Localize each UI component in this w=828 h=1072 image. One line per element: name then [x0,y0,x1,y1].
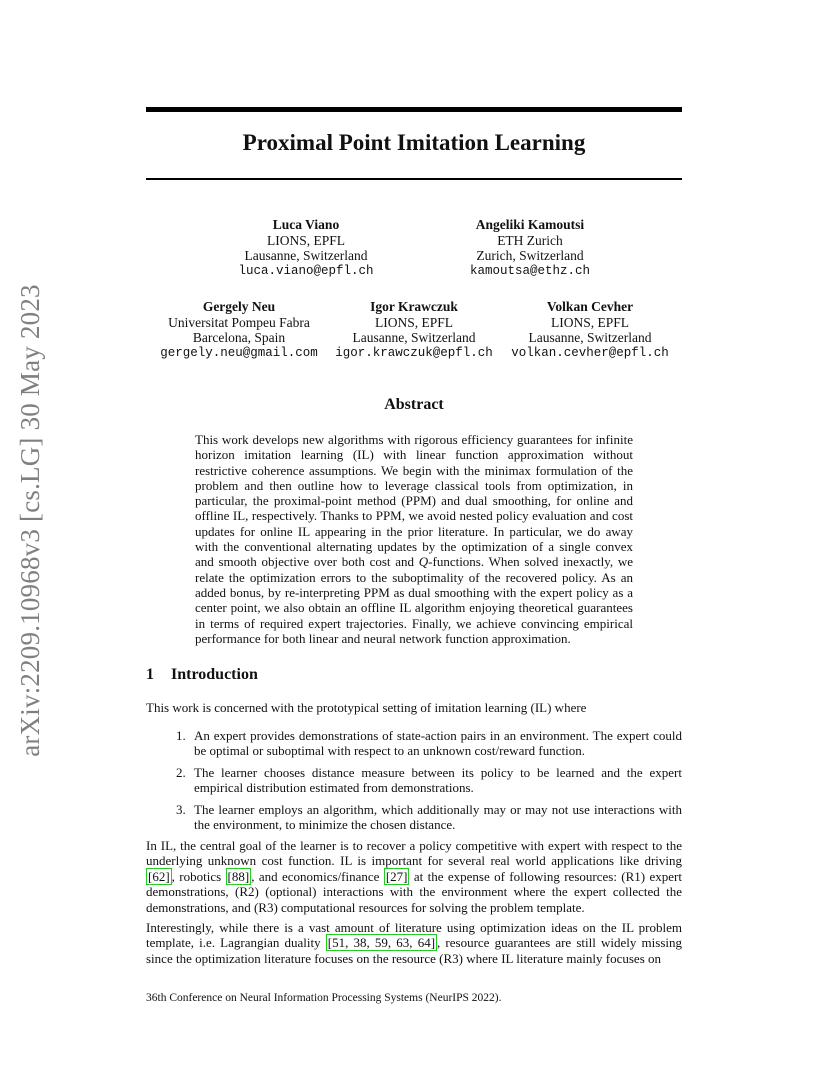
citation-link[interactable]: [51, 38, 59, 63, 64] [327,935,436,951]
author-name: Gergely Neu [202,299,276,314]
paragraph-text: at the expense of following resources: (R1) expert demonstrations, (R2) (optional) interactions with the environment where the expert collected the demonstrations, and (R3) computational resources for solving the problem template. [146,868,682,915]
author-location: Lausanne, Switzerland [244,248,368,263]
author-location: Zurich, Switzerland [476,248,584,263]
body-paragraph [146,920,682,966]
author-block [430,217,630,279]
paragraph-text: , and economics/finance [251,868,384,884]
author-name: Igor Krawczuk [370,299,458,314]
author-email[interactable]: igor.krawczuk@epfl.ch [335,345,493,360]
author-name: Volkan Cevher [546,299,634,314]
section-number: 1 [146,666,154,683]
arxiv-stamp [10,280,50,760]
list-item-text: The learner employs an algorithm, which additionally may or may not use interactions with the environment, to minimize the chosen distance. [194,801,682,833]
citation-link[interactable]: [62] [148,868,170,884]
author-affiliation: ETH Zurich [497,232,563,248]
paper-title: Proximal Point Imitation Learning [242,130,586,155]
paragraph-text: , resource guarantees are still widely missing since the optimization literature focuses on the resource (R3) where IL literature mainly focuses on [146,935,682,966]
citation-link[interactable]: [88] [227,868,250,884]
author-location: Lausanne, Switzerland [528,330,652,345]
intro-paragraph: This work is concerned with the prototypical setting of imitation learning (IL) where [146,700,587,715]
q-function-symbol: Q [418,554,429,570]
author-affiliation: Universitat Pompeu Fabra [168,314,310,330]
author-affiliation: LIONS, EPFL [374,314,453,330]
list-item [146,802,682,833]
list-marker: 3. [176,801,186,817]
author-affiliation: LIONS, EPFL [266,232,345,248]
author-block [206,217,406,279]
list-item [146,765,682,796]
list-item [146,728,682,759]
author-email[interactable]: volkan.cevher@epfl.ch [511,345,669,360]
author-block [502,299,678,361]
author-email[interactable]: luca.viano@epfl.ch [238,263,374,278]
list-item-text: The learner chooses distance measure between its policy to be learned and the expert empirical distribution estimated from demonstrations. [194,764,682,796]
abstract-text-part: -functions. When solved inexactly, we relate the optimization errors to the suboptimality of the recovered policy. As an added bonus, by re-interpreting PPM as dual smoothing with the expert policy as a center point, we also obtain an offline IL algorithm enjoying theoretical guarantees in terms of required expert trajectories. Finally, we achieve convincing empirical performance for both linear and neural network function approximation. [195,554,634,646]
author-email[interactable]: kamoutsa@ethz.ch [469,263,591,278]
list-item-text: An expert provides demonstrations of state-action pairs in an environment. The expert could be optimal or suboptimal with respect to an unknown cost/reward function. [194,728,682,759]
list-marker: 2. [176,764,186,780]
author-block [326,299,502,361]
author-location: Barcelona, Spain [192,330,286,345]
author-name: Angeliki Kamoutsi [475,217,585,232]
author-location: Lausanne, Switzerland [352,330,476,345]
conference-footnote: 36th Conference on Neural Information Processing Systems (NeurIPS 2022). [146,992,502,1004]
title-rule-top [146,107,682,112]
paragraph-text: In IL, the central goal of the learner is to recover a policy competitive with expert with respect to the underlying unknown cost function. IL is important for several real world applications like driving [146,838,682,869]
paragraph-text: , robotics [171,868,226,884]
setting-list [146,728,682,838]
author-block [146,299,332,361]
section-heading [146,666,258,684]
author-name: Luca Viano [272,217,340,232]
abstract-text-part: This work develops new algorithms with rigorous efficiency guarantees for infinite horizon imitation learning (IL) with linear function approximation without restrictive coherence assumptions. We begin with the minimax formulation of the problem and then outline how to leverage classical tools from optimization, in particular, the proximal-point method (PPM) and dual smoothing, for online and offline IL, respectively. Thanks to PPM, we avoid nested policy evaluation and cost updates for online IL appearing in the prior literature. In particular, we do away with the conventional alternating updates by the optimization of a single convex and smooth objective over both cost and [195,432,633,570]
paragraph-text: Interestingly, while there is a vast amount of literature using optimization ideas on the IL problem template, i.e. Lagrangian duality [146,920,682,951]
body-paragraph [146,838,682,915]
citation-link[interactable]: [27] [385,868,408,884]
arxiv-identifier: arXiv:2209.10968v3 [cs.LG] 30 May 2023 [14,283,45,757]
author-email[interactable]: gergely.neu@gmail.com [160,345,318,360]
author-affiliation: LIONS, EPFL [550,314,629,330]
section-title: Introduction [171,666,258,683]
abstract-heading: Abstract [384,396,444,413]
title-rule-bottom [146,178,682,180]
abstract-body [195,432,633,646]
list-marker: 1. [176,728,186,743]
